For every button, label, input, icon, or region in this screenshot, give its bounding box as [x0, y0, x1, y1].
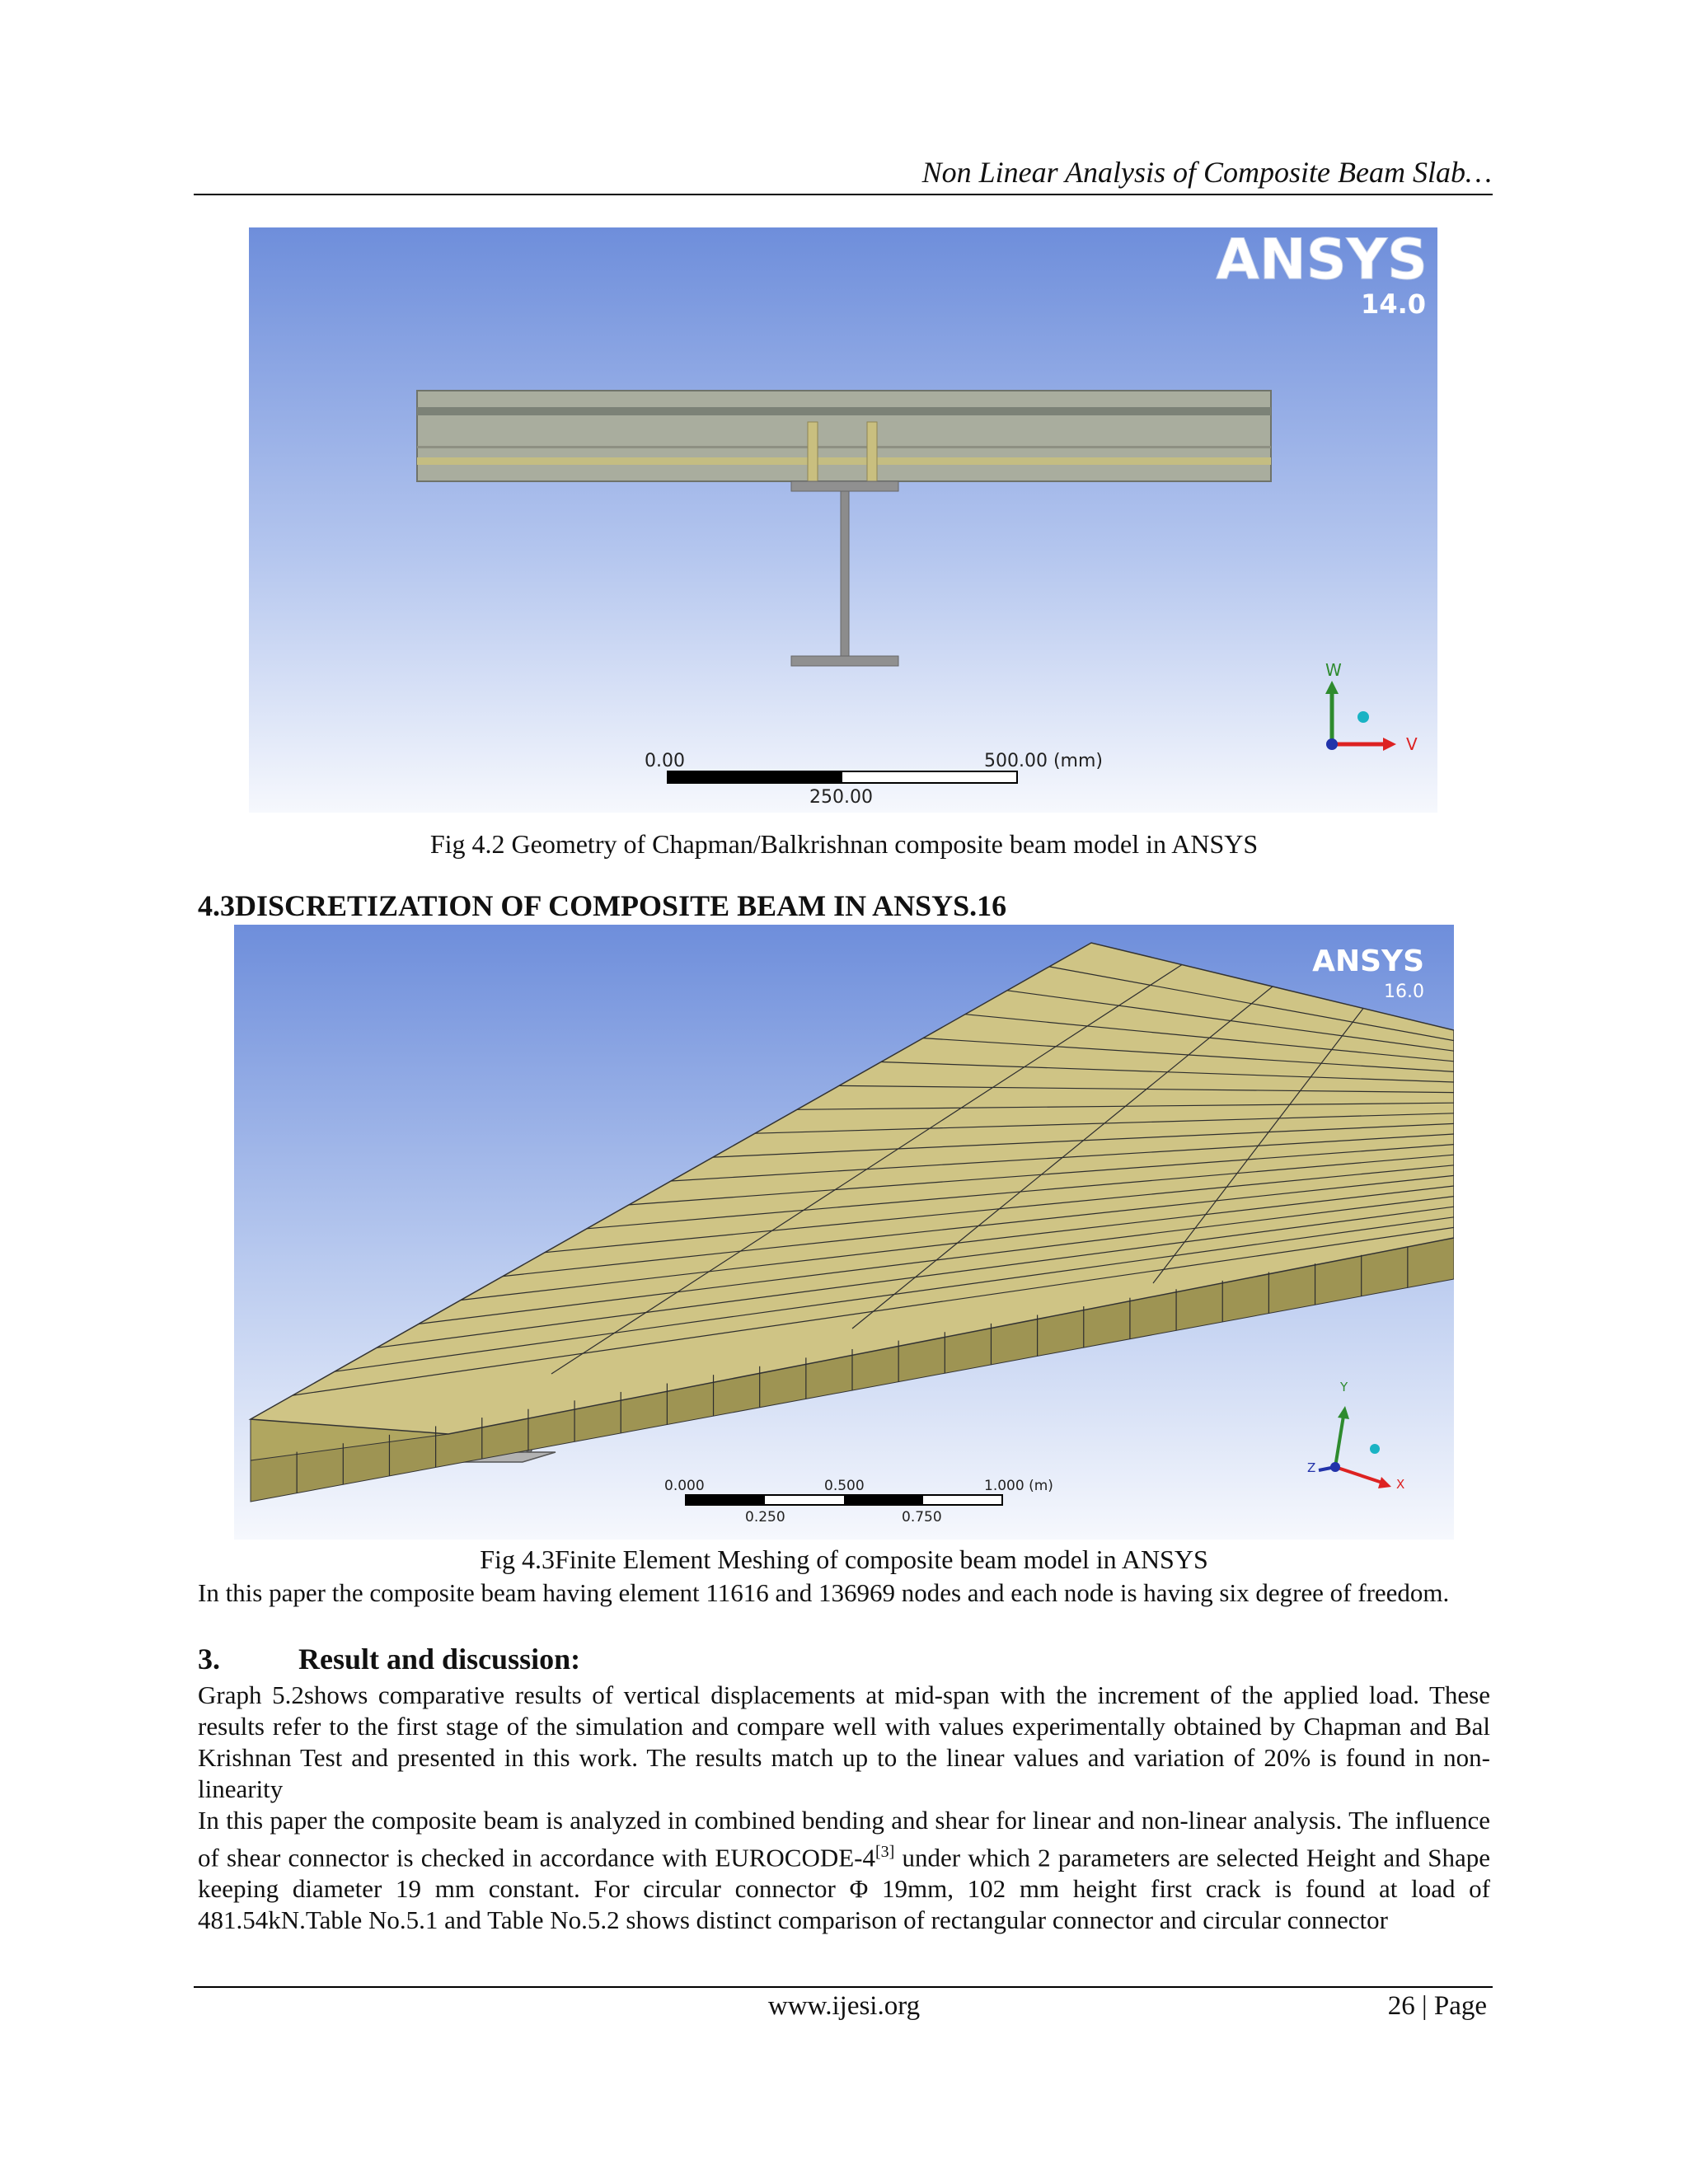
scale-label-mid: 250.00	[809, 787, 873, 808]
figure-geometry	[249, 227, 1437, 813]
scale-mesh-b: 0.750	[902, 1509, 942, 1526]
footer-page-number: 26 | Page	[1387, 1991, 1487, 2021]
figure-4-3-caption: Fig 4.3Finite Element Meshing of composite beam model in ANSYS	[480, 1544, 1208, 1574]
scale-label-end: 500.00 (mm)	[984, 751, 1103, 771]
axis-y-label: Y	[1340, 1380, 1348, 1394]
axis-v-label: V	[1406, 734, 1418, 754]
axis-z-label: Z	[1307, 1460, 1316, 1475]
scale-mesh-0: 0.000	[664, 1478, 705, 1494]
section-heading-4-3: 4.3DISCRETIZATION OF COMPOSITE BEAM IN ANSYS.16	[198, 889, 1007, 922]
citation-ref[interactable]: [3]	[875, 1843, 895, 1861]
paragraph-analysis-part1: In this paper the composite beam is analyzed in combined bending and shear for linear and non-linear analysis. The influence of shear connector is checked in accordance with EUROCODE-4	[198, 1806, 1490, 1872]
header-rule	[194, 194, 1493, 195]
scale-label-start: 0.00	[645, 751, 685, 771]
scale-mesh-a: 0.250	[745, 1509, 785, 1526]
axis-x-label: X	[1396, 1477, 1405, 1492]
ansys-mesh-viewport	[234, 925, 1454, 1540]
section-number: 3.	[198, 1643, 220, 1675]
ansys-version-text-16: 16.0	[1384, 982, 1424, 1002]
section-3-heading	[198, 1642, 580, 1676]
paragraph-analysis	[198, 1805, 1490, 1936]
figure-4-2-caption: Fig 4.2 Geometry of Chapman/Balkrishnan composite beam model in ANSYS	[429, 829, 1259, 859]
concrete-slab-side-view	[417, 391, 1271, 481]
running-title: Non Linear Analysis of Composite Beam Slab…	[921, 156, 1492, 189]
ansys-version-text: 14.0	[1361, 288, 1426, 320]
section-title: Result and discussion:	[298, 1643, 581, 1675]
footer-rule	[194, 1986, 1493, 1988]
ansys-geometry-viewport	[249, 227, 1437, 813]
paragraph-analysis-part2: under which 2 parameters are selected Height and Shape keeping diameter 19 mm constant. For circular connector Φ 19mm, 102 mm height first crack is found at load of 481.54kN.Table No.5.1 and Table No.5.2 shows distinct comparison of rectangular connector and circular connector	[198, 1843, 1491, 1935]
paragraph-graph: Graph 5.2shows comparative results of vertical displacements at mid-span with the increment of the applied load. These results refer to the first stage of the simulation and compare well with values experimentally obtained by Chapman and Bal Krishnan Test and presented in this work. The results match up to the linear values and variation of 20% is found in non-linearity	[198, 1680, 1490, 1803]
scale-mesh-2: 1.000 (m)	[984, 1478, 1053, 1494]
ansys-logo-text-16: ANSYS	[1312, 944, 1424, 978]
footer-website[interactable]: www.ijesi.org	[767, 1991, 921, 2021]
figure-mesh	[234, 925, 1454, 1540]
scale-mesh-1: 0.500	[824, 1478, 865, 1494]
axis-w-label: W	[1325, 660, 1342, 680]
paragraph-mesh: In this paper the composite beam having element 11616 and 136969 nodes and each node is having six degree of freedom.	[198, 1578, 1450, 1607]
ansys-logo-text: ANSYS	[1216, 227, 1428, 293]
